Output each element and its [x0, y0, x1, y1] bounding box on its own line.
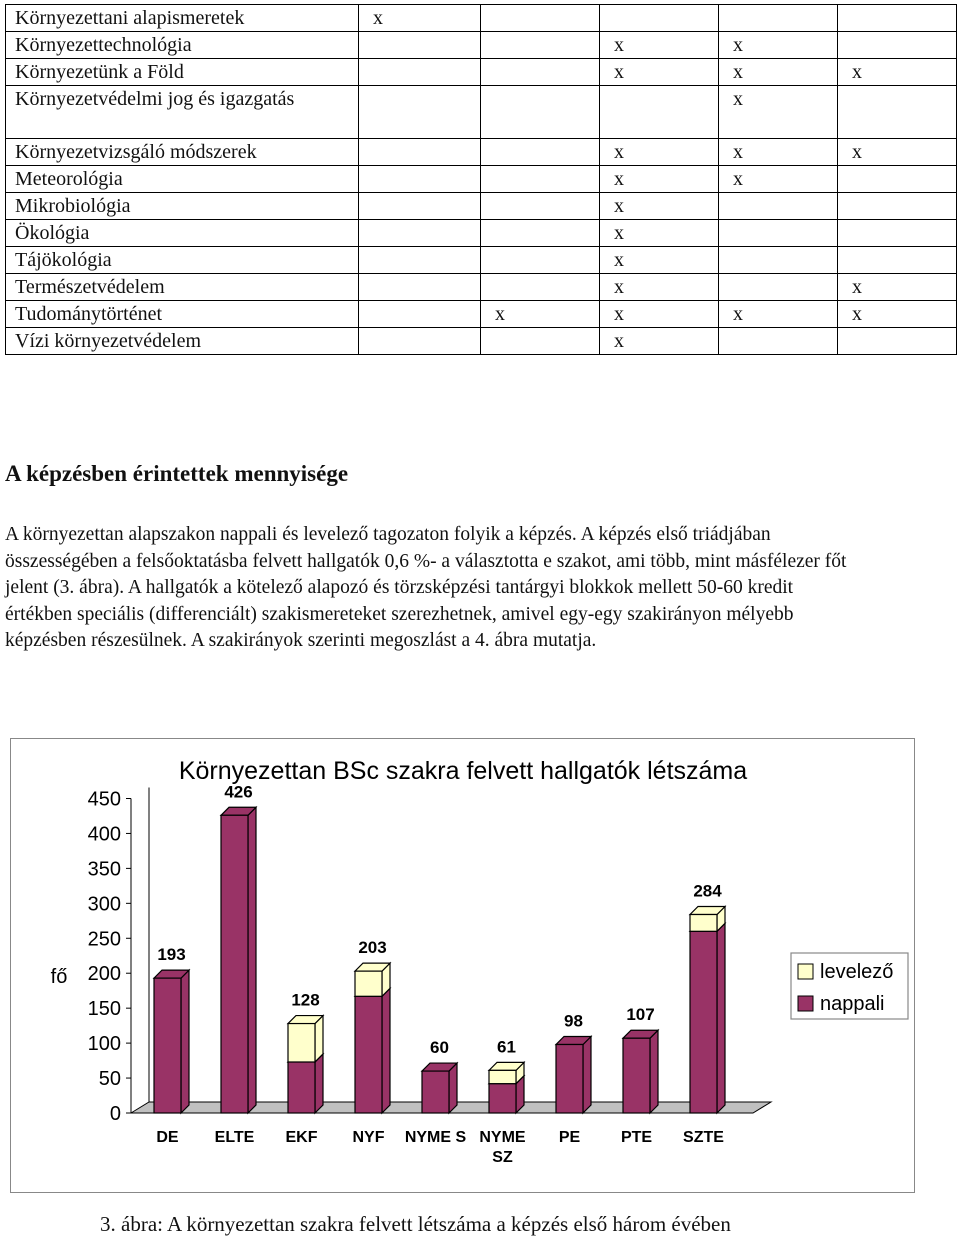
- mark-cell: x: [600, 166, 719, 193]
- body-paragraph: A környezettan alapszakon nappali és levelező tagozaton folyik a képzés. A képzés első triádjában összességében a felsőoktatásba felvett hallgatók 0,6 %- a választotta e szakot, ami több, mint másfélezer főt jelent (3. ábra). A hallgatók a kötelező alapozó és törzsképzési tantárgyi blokkok mellett 50-60 kredit értékben speciális (differenciált) szakismereteket szerezhetnek, amivel egy-egy szakirányon mélyebb képzésben részesülnek. A szakirányok szerinti megoszlást a 4. ábra mutatja.: [5, 524, 847, 652]
- x-tick-label: NYME SZ: [479, 1129, 526, 1166]
- y-tick-label: 250: [87, 928, 121, 951]
- y-tick-label: 300: [87, 893, 121, 916]
- subject-cell: Meteorológia: [6, 166, 359, 193]
- mark-cell: x: [600, 32, 719, 59]
- bar-total-label: 107: [626, 1005, 655, 1025]
- bar-segment-levelezo: [489, 1062, 524, 1083]
- bar-side: [382, 988, 390, 1113]
- legend-swatch: [798, 964, 813, 979]
- subject-cell: Tájökológia: [6, 247, 359, 274]
- chart-title: Környezettan BSc szakra felvett hallgatók létszáma: [178, 757, 748, 785]
- subject-cell: Mikrobiológia: [6, 193, 359, 220]
- bar-front: [690, 931, 717, 1113]
- table-row: [6, 86, 957, 139]
- bar-side: [181, 970, 189, 1113]
- mark-cell: [838, 32, 957, 59]
- mark-cell: [481, 86, 600, 139]
- mark-cell: x: [719, 59, 838, 86]
- mark-cell: [481, 139, 600, 166]
- mark-cell: [481, 328, 600, 355]
- mark-cell: [838, 247, 957, 274]
- y-tick-label: 450: [87, 788, 121, 811]
- bar-front: [489, 1084, 516, 1113]
- mark-cell: [481, 166, 600, 193]
- y-tick-label: 150: [87, 998, 121, 1021]
- table-row: [6, 5, 957, 32]
- subject-cell: Környezetvédelmi jog és igazgatás: [6, 86, 359, 139]
- table-row: [6, 247, 957, 274]
- mark-cell: x: [600, 220, 719, 247]
- legend-swatch: [798, 996, 813, 1011]
- bar-front: [288, 1024, 315, 1062]
- mark-cell: [838, 86, 957, 139]
- mark-cell: x: [600, 193, 719, 220]
- mark-cell: [481, 220, 600, 247]
- mark-cell: [359, 139, 481, 166]
- x-tick-label: NYF: [352, 1129, 385, 1146]
- mark-cell: x: [719, 166, 838, 193]
- mark-cell: [600, 5, 719, 32]
- bar-total-label: 60: [430, 1038, 449, 1058]
- mark-cell: [838, 166, 957, 193]
- bar-total-label: 61: [497, 1037, 516, 1057]
- plot-area: [88, 782, 771, 1166]
- bar-segment-nappali: [221, 807, 256, 1113]
- mark-cell: [359, 166, 481, 193]
- y-tick-label: 0: [109, 1103, 121, 1125]
- subject-cell: Környezettechnológia: [6, 32, 359, 59]
- y-tick-label: 200: [87, 963, 121, 986]
- mark-cell: [838, 5, 957, 32]
- y-tick-label: 350: [87, 858, 121, 881]
- mark-cell: [359, 220, 481, 247]
- table-row: [6, 220, 957, 247]
- x-tick-label: EKF: [285, 1129, 318, 1146]
- bar-front: [288, 1062, 315, 1113]
- bar-front: [355, 971, 382, 996]
- table-row: [6, 166, 957, 193]
- mark-cell: x: [600, 274, 719, 301]
- mark-cell: [359, 32, 481, 59]
- x-tick-label: PTE: [620, 1129, 653, 1146]
- legend-label: levelező: [820, 961, 894, 983]
- bar-front: [422, 1071, 449, 1113]
- bar-segment-nappali: [556, 1037, 591, 1113]
- chart-legend: [791, 953, 908, 1019]
- mark-cell: [838, 193, 957, 220]
- x-tick-label: NYME S: [404, 1129, 467, 1146]
- bar-side: [583, 1037, 591, 1113]
- bar-total-label: 426: [224, 782, 253, 802]
- mark-cell: x: [838, 59, 957, 86]
- bar-total-label: 98: [564, 1011, 583, 1031]
- mark-cell: [359, 247, 481, 274]
- bar-segment-nappali: [355, 988, 390, 1113]
- x-tick-label: ELTE: [214, 1129, 255, 1146]
- bar-segment-levelezo: [288, 1016, 323, 1062]
- mark-cell: [719, 220, 838, 247]
- mark-cell: x: [600, 59, 719, 86]
- y-axis-label: fő: [50, 966, 68, 988]
- bar-side: [717, 923, 725, 1113]
- subject-table: [5, 4, 957, 355]
- bar-segment-levelezo: [355, 963, 390, 996]
- table-row: [6, 193, 957, 220]
- mark-cell: [600, 86, 719, 139]
- bar-front: [690, 915, 717, 932]
- bar-front: [154, 978, 181, 1113]
- table-row: [6, 139, 957, 166]
- mark-cell: [481, 5, 600, 32]
- table-row: [6, 59, 957, 86]
- x-tick-label: PE: [558, 1129, 581, 1146]
- bar-segment-nappali: [623, 1030, 658, 1113]
- mark-cell: x: [600, 328, 719, 355]
- mark-cell: x: [838, 139, 957, 166]
- section-heading: A képzésben érintettek mennyisége: [5, 461, 349, 486]
- bar-segment-nappali: [690, 923, 725, 1113]
- table-row: [6, 274, 957, 301]
- mark-cell: [481, 247, 600, 274]
- subject-cell: Környezettani alapismeretek: [6, 5, 359, 32]
- bar-total-label: 193: [157, 945, 186, 965]
- bar-front: [489, 1070, 516, 1083]
- mark-cell: [359, 301, 481, 328]
- table-row: [6, 32, 957, 59]
- mark-cell: x: [600, 139, 719, 166]
- x-tick-label: DE: [156, 1129, 179, 1146]
- stacked-bar-chart: [11, 739, 916, 1194]
- bar-front: [623, 1038, 650, 1113]
- bar-front: [221, 815, 248, 1113]
- bar-total-label: 203: [358, 938, 387, 958]
- chart-frame: [10, 738, 915, 1193]
- bar-segment-nappali: [154, 970, 189, 1113]
- bar-segment-nappali: [288, 1054, 323, 1113]
- legend-label: nappali: [820, 993, 885, 1015]
- subject-cell: Környezetünk a Föld: [6, 59, 359, 86]
- mark-cell: [481, 274, 600, 301]
- subject-cell: Környezetvizsgáló módszerek: [6, 139, 359, 166]
- bar-segment-nappali: [422, 1063, 457, 1113]
- mark-cell: x: [719, 301, 838, 328]
- mark-cell: [481, 32, 600, 59]
- bar-segment-levelezo: [690, 907, 725, 932]
- bar-total-label: 284: [693, 881, 722, 901]
- mark-cell: [359, 274, 481, 301]
- y-tick-label: 400: [87, 823, 121, 846]
- bar-total-label: 128: [291, 990, 320, 1010]
- figure-caption: 3. ábra: A környezettan szakra felvett létszáma a képzés első három évében: [100, 1212, 731, 1236]
- y-tick-label: 50: [98, 1068, 121, 1091]
- mark-cell: [359, 86, 481, 139]
- mark-cell: x: [719, 32, 838, 59]
- mark-cell: [719, 247, 838, 274]
- mark-cell: [719, 274, 838, 301]
- mark-cell: x: [719, 139, 838, 166]
- bar-side: [650, 1030, 658, 1113]
- y-tick-label: 100: [87, 1033, 121, 1056]
- table-body: [6, 5, 957, 355]
- mark-cell: x: [600, 247, 719, 274]
- subject-cell: Természetvédelem: [6, 274, 359, 301]
- subject-cell: Vízi környezetvédelem: [6, 328, 359, 355]
- mark-cell: x: [600, 301, 719, 328]
- table-row: [6, 328, 957, 355]
- bar-side: [248, 807, 256, 1113]
- mark-cell: [481, 59, 600, 86]
- mark-cell: [359, 193, 481, 220]
- mark-cell: [719, 328, 838, 355]
- mark-cell: [719, 193, 838, 220]
- mark-cell: [359, 328, 481, 355]
- mark-cell: [359, 59, 481, 86]
- mark-cell: x: [838, 301, 957, 328]
- mark-cell: [838, 220, 957, 247]
- mark-cell: x: [838, 274, 957, 301]
- table-row: [6, 301, 957, 328]
- bar-front: [355, 996, 382, 1113]
- subject-cell: Tudománytörténet: [6, 301, 359, 328]
- mark-cell: x: [481, 301, 600, 328]
- mark-cell: x: [719, 86, 838, 139]
- bar-side: [315, 1054, 323, 1113]
- mark-cell: [481, 193, 600, 220]
- mark-cell: x: [359, 5, 481, 32]
- bar-front: [556, 1045, 583, 1113]
- x-tick-label: SZTE: [683, 1129, 724, 1146]
- mark-cell: [838, 328, 957, 355]
- mark-cell: [719, 5, 838, 32]
- subject-cell: Ökológia: [6, 220, 359, 247]
